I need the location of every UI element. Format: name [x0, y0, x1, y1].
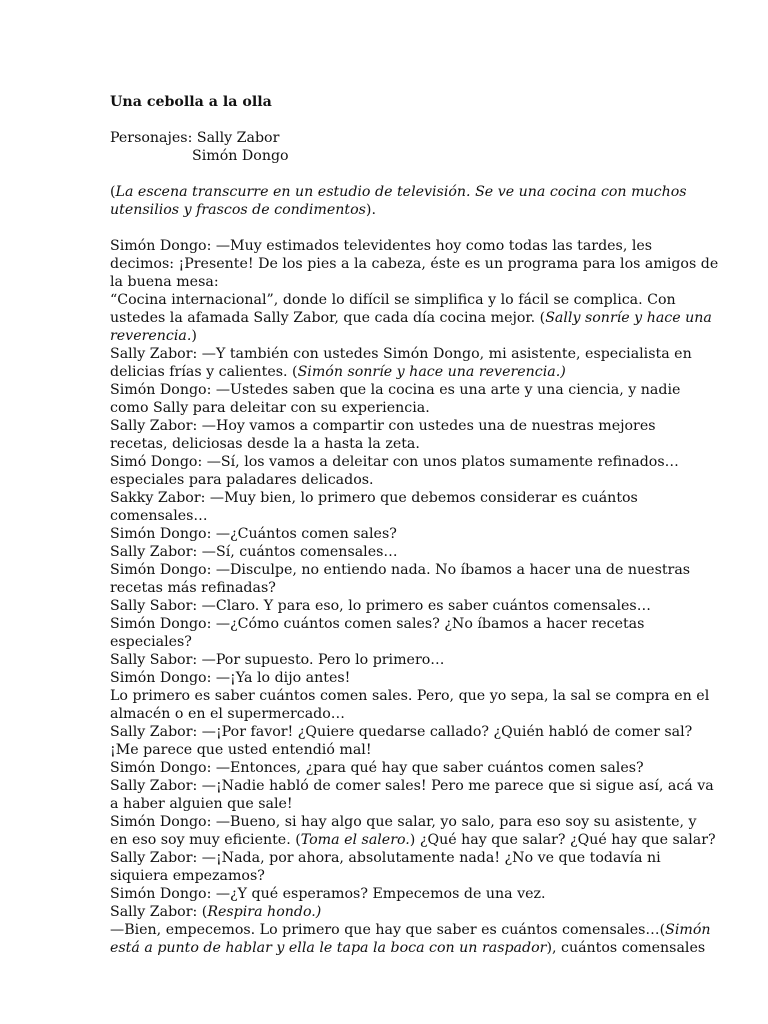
- script-line: [110, 237, 652, 255]
- dialogue-text: decimos: ¡Presente! De los pies a la cabeza, éste es un programa para los amigos de: [110, 256, 719, 272]
- document-title: Una cebolla a la olla: [110, 94, 272, 110]
- script-line: [110, 741, 372, 759]
- script-line: [110, 723, 692, 741]
- script-line: [110, 921, 711, 939]
- script-line: [110, 777, 714, 795]
- dialogue-text: recetas, deliciosas desde la a hasta la zeta.: [110, 436, 420, 452]
- dialogue-text: ), cuántos comensales: [546, 940, 706, 956]
- dialogue-text: a haber alguien que sale!: [110, 796, 293, 812]
- dialogue-text: Sakky Zabor: —Muy bien, lo primero que debemos considerar es cuántos: [110, 490, 638, 506]
- dialogue-text: recetas más refinadas?: [110, 580, 276, 596]
- stage-direction-text: Simón sonríe y hace una reverencia.): [297, 364, 566, 380]
- dialogue-text: Simón Dongo: —¿Y qué esperamos? Empecemos de una vez.: [110, 886, 546, 902]
- dialogue-text: Sally Sabor: —Por supuesto. Pero lo primero…: [110, 652, 445, 668]
- script-line: [110, 867, 265, 885]
- script-line: [110, 759, 644, 777]
- dialogue-text: Sally Zabor: —¡Por favor! ¿Quiere quedarse callado? ¿Quién habló de comer sal?: [110, 724, 693, 740]
- dialogue-text: en eso soy muy eficiente. (: [110, 832, 301, 848]
- dialogue-text: Sally Zabor: —¡Nada, por ahora, absolutamente nada! ¿No ve que todavía ni: [110, 850, 661, 866]
- script-line: [110, 417, 656, 435]
- script-line: [110, 273, 219, 291]
- dialogue-text: especiales para paladares delicados.: [110, 472, 374, 488]
- script-line: [110, 795, 293, 813]
- dialogue-text: Sally Zabor: —¡Nadie habló de comer sales! Pero me parece que si sigue así, acá va: [110, 778, 714, 794]
- dialogue-text: Sally Sabor: —Claro. Y para eso, lo primero es saber cuántos comensales…: [110, 598, 651, 614]
- dialogue-text: Simón Dongo: —¿Cómo cuántos comen sales? ¿No íbamos a hacer recetas: [110, 616, 645, 632]
- script-line: [110, 435, 420, 453]
- script-line: [110, 705, 345, 723]
- dialogue-text: siquiera empezamos?: [110, 868, 265, 884]
- dialogue-text: Sally Zabor: —Hoy vamos a compartir con ustedes una de nuestras mejores: [110, 418, 656, 434]
- script-line: [110, 633, 192, 651]
- script-line: [110, 939, 705, 957]
- stage-direction-text: utensilios y frascos de condimentos: [110, 202, 366, 218]
- dialogue-text: Simón Dongo: —¡Ya lo dijo antes!: [110, 670, 351, 686]
- script-line: [110, 579, 276, 597]
- dialogue-text: ¡Me parece que usted entendió mal!: [110, 742, 372, 758]
- script-line: [110, 345, 692, 363]
- script-line: [110, 525, 397, 543]
- dialogue-text: Sally Zabor: —Y también con ustedes Simón Dongo, mi asistente, especialista en: [110, 346, 692, 362]
- stage-direction-text: está a punto de hablar y ella le tapa la boca con un raspador: [110, 940, 547, 956]
- dialogue-text: Simó Dongo: —Sí, los vamos a deleitar con unos platos sumamente refinados…: [110, 454, 679, 470]
- script-line: [110, 813, 697, 831]
- script-line: [110, 507, 208, 525]
- stage-direction-text: Respira hondo.): [207, 904, 322, 920]
- script-line: [110, 687, 709, 705]
- dialogue-text: especiales?: [110, 634, 192, 650]
- dialogue-text: Sally Zabor: (: [110, 904, 208, 920]
- stage-direction-text: Toma el salero.: [300, 832, 410, 848]
- script-line: [110, 597, 651, 615]
- script-line: [110, 453, 679, 471]
- script-line: [110, 543, 398, 561]
- stage-direction-text: reverencia.: [110, 328, 192, 344]
- dialogue-text: delicias frías y calientes. (: [110, 364, 298, 380]
- dialogue-text: ustedes la afamada Sally Zabor, que cada día cocina mejor. (: [110, 310, 546, 326]
- dialogue-text: Simón Dongo: —Ustedes saben que la cocina es una arte y una ciencia, y nadie: [110, 382, 681, 398]
- script-line: [110, 327, 197, 345]
- script-line: [110, 399, 430, 417]
- script-line: [110, 381, 680, 399]
- script-line: [110, 255, 718, 273]
- dialogue-text: comensales…: [110, 508, 208, 524]
- dialogue-text: ) ¿Qué hay que salar? ¿Qué hay que salar?: [409, 832, 716, 848]
- dialogue-text: “Cocina internacional”, donde lo difícil se simplifica y lo fácil se complica. Con: [110, 292, 676, 308]
- dialogue-text: la buena mesa:: [110, 274, 219, 290]
- script-line: [110, 309, 712, 327]
- script-line: [110, 669, 350, 687]
- dialogue-text: ): [191, 328, 197, 344]
- dialogue-text: Simón Dongo: —Muy estimados televidentes hoy como todas las tardes, les: [110, 238, 653, 254]
- script-line: [110, 903, 321, 921]
- dialogue-text: Lo primero es saber cuántos comen sales. Pero, que yo sepa, la sal se compra en el: [110, 688, 710, 704]
- stage-direction-text: La escena transcurre en un estudio de televisión. Se ve una cocina con muchos: [115, 184, 687, 200]
- script-line: [110, 615, 644, 633]
- stage-direction-text: Sally sonríe y hace una: [545, 310, 712, 326]
- dialogue-text: ).: [365, 202, 376, 218]
- script-line: [110, 471, 374, 489]
- script-line: [110, 201, 376, 219]
- script-line: [110, 489, 638, 507]
- dialogue-text: Simón Dongo: —¿Cuántos comen sales?: [110, 526, 397, 542]
- script-line: [110, 561, 690, 579]
- script-line: [110, 183, 687, 201]
- character-name: Simón Dongo: [192, 148, 289, 164]
- script-line: [110, 849, 661, 867]
- dialogue-text: almacén o en el supermercado…: [110, 706, 345, 722]
- dialogue-text: Simón Dongo: —Entonces, ¿para qué hay que saber cuántos comen sales?: [110, 760, 644, 776]
- script-line: [110, 651, 444, 669]
- characters-label: Personajes: Sally Zabor: [110, 130, 280, 146]
- script-line: [110, 291, 676, 309]
- dialogue-text: —Bien, empecemos. Lo primero que hay que saber es cuántos comensales…(: [110, 922, 666, 938]
- dialogue-text: Simón Dongo: —Disculpe, no entiendo nada. No íbamos a hacer una de nuestras: [110, 562, 691, 578]
- script-line: [110, 885, 546, 903]
- script-line: [110, 831, 716, 849]
- dialogue-text: Sally Zabor: —Sí, cuántos comensales…: [110, 544, 398, 560]
- dialogue-text: Simón Dongo: —Bueno, si hay algo que salar, yo salo, para eso soy su asistente, y: [110, 814, 697, 830]
- dialogue-text: (: [110, 184, 116, 200]
- script-line: [110, 363, 566, 381]
- stage-direction-text: Simón: [665, 922, 711, 938]
- dialogue-text: como Sally para deleitar con su experiencia.: [110, 400, 430, 416]
